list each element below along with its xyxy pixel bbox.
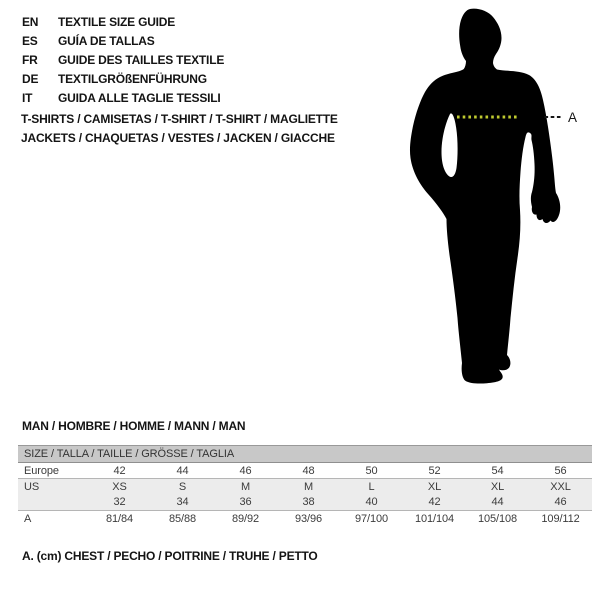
size-cell: 93/96 <box>294 512 323 525</box>
language-code: EN <box>22 15 39 29</box>
measurement-footnote: A. (cm) CHEST / PECHO / POITRINE / TRUHE / PETTO <box>22 549 318 563</box>
size-cell: 97/100 <box>354 512 389 525</box>
section-title-man: MAN / HOMBRE / HOMME / MANN / MAN <box>22 419 246 433</box>
category-tshirts: T-SHIRTS / CAMISETAS / T-SHIRT / T-SHIRT / MAGLIETTE <box>21 112 338 126</box>
garment-categories <box>21 110 338 148</box>
row-label <box>18 495 88 511</box>
size-cell: 101/104 <box>414 512 455 525</box>
size-cell: 32 <box>113 496 126 509</box>
man-silhouette-figure <box>400 0 580 400</box>
row-label: Europe <box>24 464 59 477</box>
language-code: ES <box>22 34 38 48</box>
language-label: TEXTILGRÖßENFÜHRUNG <box>58 72 207 86</box>
size-cell: 42 <box>428 496 441 509</box>
size-cell: 36 <box>239 496 252 509</box>
size-cell: M <box>240 480 251 493</box>
language-row <box>22 51 224 70</box>
size-cell: 52 <box>428 464 441 477</box>
size-cell: XS <box>112 480 127 493</box>
language-row <box>22 32 224 51</box>
table-header-row <box>18 446 592 463</box>
size-cell: 85/88 <box>168 512 197 525</box>
size-cell: 54 <box>491 464 504 477</box>
size-cell: 81/84 <box>105 512 134 525</box>
language-code: DE <box>22 72 39 86</box>
table-header-band: SIZE / TALLA / TAILLE / GRÖSSE / TAGLIA <box>18 446 592 463</box>
size-cell: 105/108 <box>477 512 518 525</box>
size-cell: L <box>368 480 375 493</box>
language-label: TEXTILE SIZE GUIDE <box>58 15 176 29</box>
size-cell: 89/92 <box>231 512 260 525</box>
size-cell: 40 <box>365 496 378 509</box>
size-cell: 48 <box>302 464 315 477</box>
size-cell: 44 <box>491 496 504 509</box>
language-label: GUÍA DE TALLAS <box>58 34 155 48</box>
size-cell: S <box>178 480 187 493</box>
table-row-us <box>18 479 592 495</box>
language-list <box>22 13 224 108</box>
language-label: GUIDE DES TAILLES TEXTILE <box>58 53 225 67</box>
language-code: FR <box>22 53 38 67</box>
size-cell: 46 <box>554 496 567 509</box>
language-code: IT <box>22 91 33 105</box>
size-cell: 56 <box>554 464 567 477</box>
size-cell: 109/112 <box>541 512 580 525</box>
language-row <box>22 89 224 108</box>
size-cell: 44 <box>176 464 189 477</box>
language-row <box>22 70 224 89</box>
language-label: GUIDA ALLE TAGLIE TESSILI <box>58 91 221 105</box>
size-cell: XL <box>490 480 505 493</box>
size-cell: 34 <box>176 496 189 509</box>
measure-label: A <box>568 110 578 125</box>
size-cell: 46 <box>239 464 252 477</box>
size-cell: 50 <box>365 464 378 477</box>
row-label: US <box>24 480 40 493</box>
size-cell: XL <box>427 480 442 493</box>
size-cell: XXL <box>550 480 571 493</box>
language-row <box>22 13 224 32</box>
size-table <box>18 445 592 527</box>
row-label: A <box>24 512 32 525</box>
category-jackets: JACKETS / CHAQUETAS / VESTES / JACKEN / GIACCHE <box>21 131 335 145</box>
table-row-chest-cm <box>18 511 592 527</box>
man-silhouette <box>410 9 560 384</box>
table-row-europe <box>18 463 592 479</box>
size-cell: 42 <box>113 464 126 477</box>
size-cell: 38 <box>302 496 315 509</box>
table-row-numeric <box>18 495 592 511</box>
size-cell: M <box>303 480 314 493</box>
